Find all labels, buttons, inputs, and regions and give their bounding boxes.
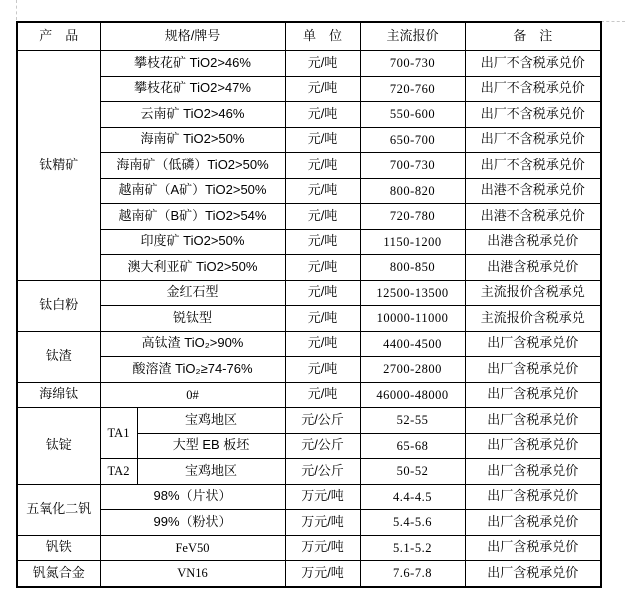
table-row	[17, 306, 601, 332]
table-row	[17, 51, 601, 77]
cell-unit: 元/吨	[285, 255, 360, 281]
cell-spec: 宝鸡地区	[137, 459, 285, 485]
cell-price: 550-600	[360, 102, 465, 128]
header-unit: 单 位	[285, 22, 360, 51]
cell-spec: 98%（片状）	[100, 484, 285, 510]
cell-price: 5.4-5.6	[360, 510, 465, 536]
cell-spec: 宝鸡地区	[137, 408, 285, 434]
cell-grade: TA2	[100, 459, 137, 485]
table-row	[17, 229, 601, 255]
table-row	[17, 408, 601, 434]
cell-spec: 海南矿（低磷）TiO2>50%	[100, 153, 285, 179]
cell-product: 海绵钛	[17, 382, 100, 408]
cell-price: 10000-11000	[360, 306, 465, 332]
cell-remark: 出厂含税承兑价	[465, 382, 601, 408]
cell-unit: 元/吨	[285, 127, 360, 153]
cell-price: 650-700	[360, 127, 465, 153]
page-break-vertical-mark	[16, 0, 17, 20]
cell-spec: VN16	[100, 561, 285, 588]
cell-spec: 锐钛型	[100, 306, 285, 332]
cell-price: 720-780	[360, 204, 465, 230]
cell-remark: 出厂不含税承兑价	[465, 153, 601, 179]
cell-price: 700-730	[360, 51, 465, 77]
page-break-horizontal-mark	[601, 21, 625, 22]
cell-price: 4.4-4.5	[360, 484, 465, 510]
cell-remark: 出厂含税承兑价	[465, 433, 601, 459]
cell-remark: 出厂含税承兑价	[465, 510, 601, 536]
cell-grade: TA1	[100, 408, 137, 459]
header-product: 产 品	[17, 22, 100, 51]
table-row	[17, 331, 601, 357]
cell-spec: 攀枝花矿 TiO2>46%	[100, 51, 285, 77]
cell-unit: 元/吨	[285, 229, 360, 255]
cell-remark: 主流报价含税承兑	[465, 280, 601, 306]
cell-product: 钛渣	[17, 331, 100, 382]
cell-unit: 元/吨	[285, 153, 360, 179]
cell-spec: 大型 EB 板坯	[137, 433, 285, 459]
table-row	[17, 178, 601, 204]
cell-spec: 0#	[100, 382, 285, 408]
cell-remark: 出港含税承兑价	[465, 255, 601, 281]
cell-spec: 云南矿 TiO2>46%	[100, 102, 285, 128]
table-row	[17, 510, 601, 536]
cell-unit: 元/吨	[285, 357, 360, 383]
cell-spec: 金红石型	[100, 280, 285, 306]
cell-price: 50-52	[360, 459, 465, 485]
cell-price: 12500-13500	[360, 280, 465, 306]
cell-remark: 出厂含税承兑价	[465, 484, 601, 510]
cell-remark: 出港不含税承兑价	[465, 204, 601, 230]
cell-unit: 元/公斤	[285, 408, 360, 434]
cell-price: 7.6-7.8	[360, 561, 465, 588]
cell-unit: 万元/吨	[285, 484, 360, 510]
cell-unit: 万元/吨	[285, 561, 360, 588]
table-row	[17, 535, 601, 561]
cell-spec: 海南矿 TiO2>50%	[100, 127, 285, 153]
cell-remark: 出港不含税承兑价	[465, 178, 601, 204]
cell-remark: 出厂含税承兑价	[465, 459, 601, 485]
cell-unit: 元/吨	[285, 331, 360, 357]
header-price: 主流报价	[360, 22, 465, 51]
table-row	[17, 153, 601, 179]
price-table	[16, 21, 602, 588]
cell-spec: 酸溶渣 TiO₂≥74-76%	[100, 357, 285, 383]
cell-price: 800-820	[360, 178, 465, 204]
cell-spec: 高钛渣 TiO₂>90%	[100, 331, 285, 357]
cell-unit: 元/吨	[285, 178, 360, 204]
table-row	[17, 357, 601, 383]
cell-spec: 印度矿 TiO2>50%	[100, 229, 285, 255]
header-remark: 备 注	[465, 22, 601, 51]
cell-price: 5.1-5.2	[360, 535, 465, 561]
cell-product: 钛精矿	[17, 51, 100, 281]
header-spec: 规格/牌号	[100, 22, 285, 51]
cell-unit: 元/吨	[285, 306, 360, 332]
cell-price: 52-55	[360, 408, 465, 434]
cell-product: 钒铁	[17, 535, 100, 561]
cell-spec: 99%（粉状）	[100, 510, 285, 536]
cell-remark: 出厂不含税承兑价	[465, 51, 601, 77]
table-row	[17, 102, 601, 128]
table-row	[17, 204, 601, 230]
table-row	[17, 127, 601, 153]
cell-remark: 出厂含税承兑价	[465, 561, 601, 588]
cell-remark: 出厂含税承兑价	[465, 535, 601, 561]
table-row	[17, 484, 601, 510]
cell-product: 五氧化二钒	[17, 484, 100, 535]
cell-product: 钛白粉	[17, 280, 100, 331]
cell-spec: 越南矿（A矿）TiO2>50%	[100, 178, 285, 204]
cell-price: 4400-4500	[360, 331, 465, 357]
table-row	[17, 255, 601, 281]
cell-unit: 元/吨	[285, 76, 360, 102]
table-row	[17, 382, 601, 408]
cell-price: 720-760	[360, 76, 465, 102]
table-row	[17, 459, 601, 485]
cell-spec: 越南矿（B矿）TiO2>54%	[100, 204, 285, 230]
table-row	[17, 561, 601, 588]
cell-price: 2700-2800	[360, 357, 465, 383]
cell-unit: 元/吨	[285, 102, 360, 128]
cell-unit: 元/吨	[285, 51, 360, 77]
cell-unit: 元/公斤	[285, 459, 360, 485]
cell-remark: 出厂含税承兑价	[465, 357, 601, 383]
cell-product: 钛锭	[17, 408, 100, 485]
cell-price: 800-850	[360, 255, 465, 281]
table-row	[17, 76, 601, 102]
cell-remark: 主流报价含税承兑	[465, 306, 601, 332]
cell-price: 65-68	[360, 433, 465, 459]
cell-remark: 出港含税承兑价	[465, 229, 601, 255]
cell-unit: 元/吨	[285, 382, 360, 408]
cell-remark: 出厂含税承兑价	[465, 408, 601, 434]
table-row	[17, 280, 601, 306]
cell-unit: 元/公斤	[285, 433, 360, 459]
cell-product: 钒氮合金	[17, 561, 100, 588]
cell-spec: 澳大利亚矿 TiO2>50%	[100, 255, 285, 281]
cell-remark: 出厂不含税承兑价	[465, 127, 601, 153]
cell-unit: 万元/吨	[285, 510, 360, 536]
cell-price: 700-730	[360, 153, 465, 179]
cell-remark: 出厂不含税承兑价	[465, 76, 601, 102]
cell-price: 1150-1200	[360, 229, 465, 255]
cell-spec: 攀枝花矿 TiO2>47%	[100, 76, 285, 102]
cell-unit: 元/吨	[285, 204, 360, 230]
table-header-row	[17, 22, 601, 51]
cell-remark: 出厂不含税承兑价	[465, 102, 601, 128]
cell-remark: 出厂含税承兑价	[465, 331, 601, 357]
cell-spec: FeV50	[100, 535, 285, 561]
cell-unit: 元/吨	[285, 280, 360, 306]
cell-unit: 万元/吨	[285, 535, 360, 561]
cell-price: 46000-48000	[360, 382, 465, 408]
